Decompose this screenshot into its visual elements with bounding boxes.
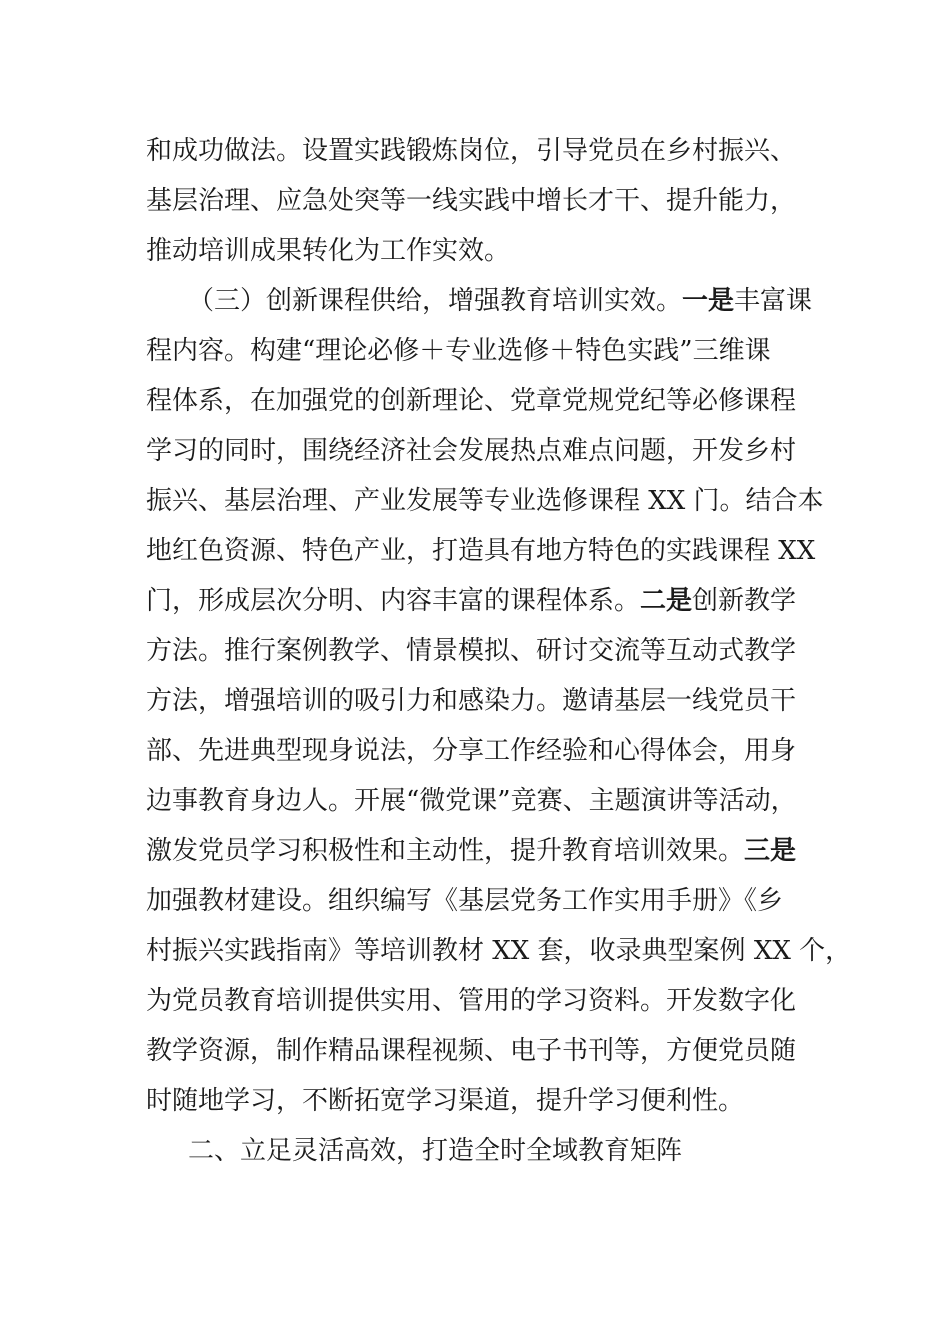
text-line-7 <box>146 431 806 471</box>
section-heading-3 <box>188 281 848 321</box>
bold-marker: 三是 <box>744 836 797 866</box>
text-segment: 创新教学 <box>692 586 797 616</box>
text-segment: 推动培训成果转化为工作实效。 <box>146 236 511 266</box>
text-line-17 <box>146 931 852 971</box>
text-segment: 学习的同时，围绕经济社会发展热点难点问题，开发乡村 <box>146 436 797 466</box>
text-line-15 <box>146 831 806 871</box>
text-segment: 方法，增强培训的吸引力和感染力。邀请基层一线党员干 <box>146 686 797 716</box>
text-line-11 <box>146 631 806 671</box>
text-line-1 <box>146 131 806 171</box>
text-segment: 和成功做法。设置实践锻炼岗位，引导党员在乡村振兴、 <box>146 136 797 166</box>
text-segment: 村振兴实践指南》等培训教材 XX 套，收录典型案例 XX 个， <box>146 936 852 966</box>
text-line-18 <box>146 981 806 1021</box>
text-segment: 振兴、基层治理、产业发展等专业选修课程 XX 门。结合本 <box>146 486 824 516</box>
text-line-14 <box>146 781 806 821</box>
text-segment: 教学资源，制作精品课程视频、电子书刊等，方便党员随 <box>146 1036 797 1066</box>
bold-marker: 一是 <box>682 286 735 316</box>
text-segment: 程体系，在加强党的创新理论、党章党规党纪等必修课程 <box>146 386 797 416</box>
text-segment: 程内容。构建“理论必修＋专业选修＋特色实践”三维课 <box>146 336 771 366</box>
text-segment: 边事教育身边人。开展“微党课”竞赛、主题演讲等活动， <box>146 786 797 816</box>
text-line-16 <box>146 881 806 921</box>
text-line-19 <box>146 1031 806 1071</box>
text-line-9 <box>146 531 816 571</box>
text-segment: （三）创新课程供给，增强教育培训实效。 <box>188 286 683 316</box>
text-line-20 <box>146 1081 806 1121</box>
text-line-13 <box>146 731 806 771</box>
text-segment: 加强教材建设。组织编写《基层党务工作实用手册》《乡 <box>146 886 784 916</box>
text-segment: 门，形成层次分明、内容丰富的课程体系。 <box>146 586 641 616</box>
bold-marker: 二是 <box>640 586 693 616</box>
text-line-10 <box>146 581 806 621</box>
text-line-12 <box>146 681 806 721</box>
section-heading-2 <box>188 1131 848 1171</box>
text-segment: 方法。推行案例教学、情景模拟、研讨交流等互动式教学 <box>146 636 797 666</box>
text-line-3 <box>146 231 806 271</box>
text-segment: 地红色资源、特色产业，打造具有地方特色的实践课程 XX <box>146 536 816 566</box>
text-line-2 <box>146 181 806 221</box>
text-line-5 <box>146 331 806 371</box>
text-line-8 <box>146 481 824 521</box>
text-segment: 时随地学习，不断拓宽学习渠道，提升学习便利性。 <box>146 1086 745 1116</box>
text-segment: 部、先进典型现身说法，分享工作经验和心得体会，用身 <box>146 736 797 766</box>
text-segment: 为党员教育培训提供实用、管用的学习资料。开发数字化 <box>146 986 797 1016</box>
text-segment: 丰富课 <box>734 286 813 316</box>
text-segment: 激发党员学习积极性和主动性，提升教育培训效果。 <box>146 836 745 866</box>
text-segment: 基层治理、应急处突等一线实践中增长才干、提升能力， <box>146 186 797 216</box>
text-segment: 二、立足灵活高效，打造全时全域教育矩阵 <box>188 1136 683 1166</box>
text-line-6 <box>146 381 806 421</box>
